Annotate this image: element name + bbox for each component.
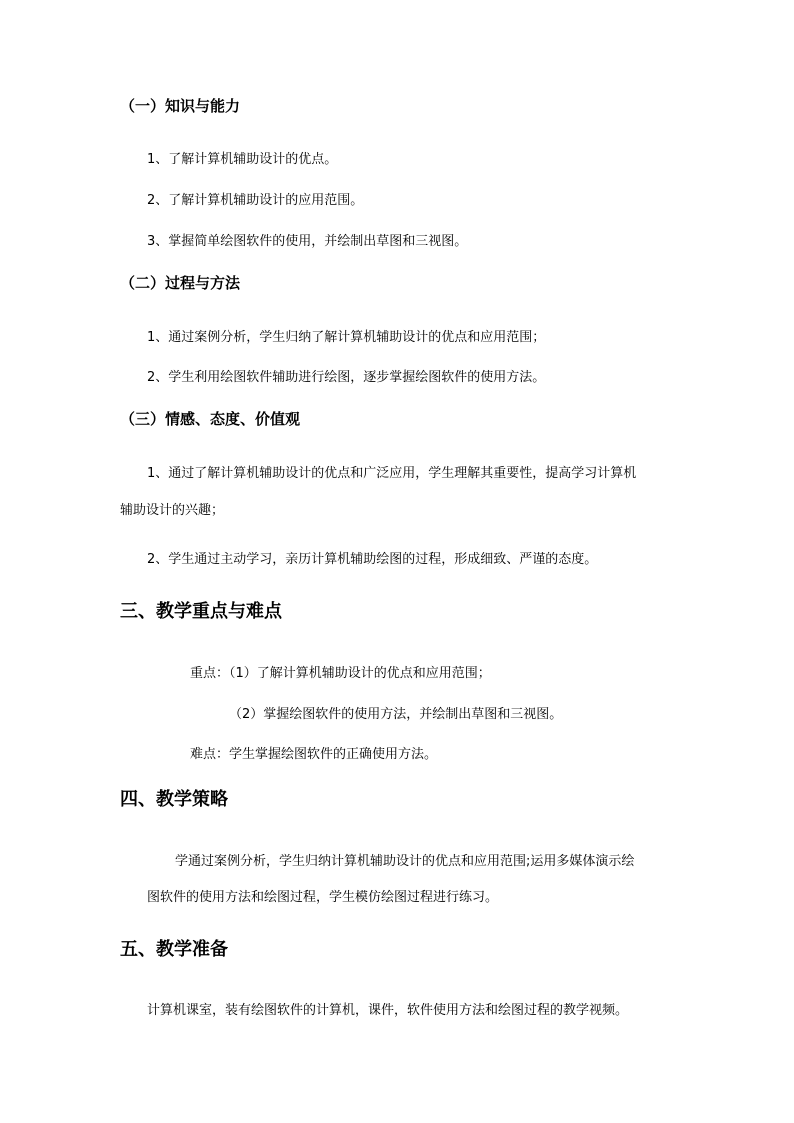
heading-teaching-strategy: 四、教学策略 — [120, 789, 228, 810]
preparation-text: 计算机课室，装有绘图软件的计算机，课件，软件使用方法和绘图过程的教学视频。 — [147, 1003, 629, 1018]
strategy-line-2: 图软件的使用方法和绘图过程，学生模仿绘图过程进行练习。 — [147, 890, 499, 905]
process-item-2: 2、学生利用绘图软件辅助进行绘图，逐步掌握绘图软件的使用方法。 — [147, 370, 546, 385]
emotion-item-2: 2、学生通过主动学习，亲历计算机辅助绘图的过程，形成细致、严谨的态度。 — [147, 552, 598, 567]
knowledge-item-2: 2、了解计算机辅助设计的应用范围。 — [147, 193, 364, 208]
heading-emotion-attitude-values: （三）情感、态度、价值观 — [120, 410, 301, 428]
key-point-1: 重点：（1）了解计算机辅助设计的优点和应用范围； — [190, 666, 491, 681]
knowledge-item-3: 3、掌握简单绘图软件的使用，并绘制出草图和三视图。 — [147, 234, 468, 249]
heading-process-method: （二）过程与方法 — [120, 274, 241, 292]
heading-teaching-preparation: 五、教学准备 — [120, 939, 228, 960]
emotion-item-1-line-1: 1、通过了解计算机辅助设计的优点和广泛应用，学生理解其重要性，提高学习计算机 — [147, 466, 637, 481]
emotion-item-1-line-2: 辅助设计的兴趣； — [120, 503, 225, 518]
heading-key-and-difficult-points: 三、教学重点与难点 — [120, 601, 282, 622]
process-item-1: 1、通过案例分析，学生归纳了解计算机辅助设计的优点和应用范围； — [147, 330, 546, 345]
difficult-point: 难点：学生掌握绘图软件的正确使用方法。 — [190, 747, 438, 762]
key-point-2: （2）掌握绘图软件的使用方法，并绘制出草图和三视图。 — [229, 707, 563, 722]
heading-knowledge-ability: （一）知识与能力 — [120, 97, 241, 115]
knowledge-item-1: 1、了解计算机辅助设计的优点。 — [147, 152, 338, 167]
strategy-line-1: 学通过案例分析，学生归纳计算机辅助设计的优点和应用范围;运用多媒体演示绘 — [175, 854, 635, 869]
